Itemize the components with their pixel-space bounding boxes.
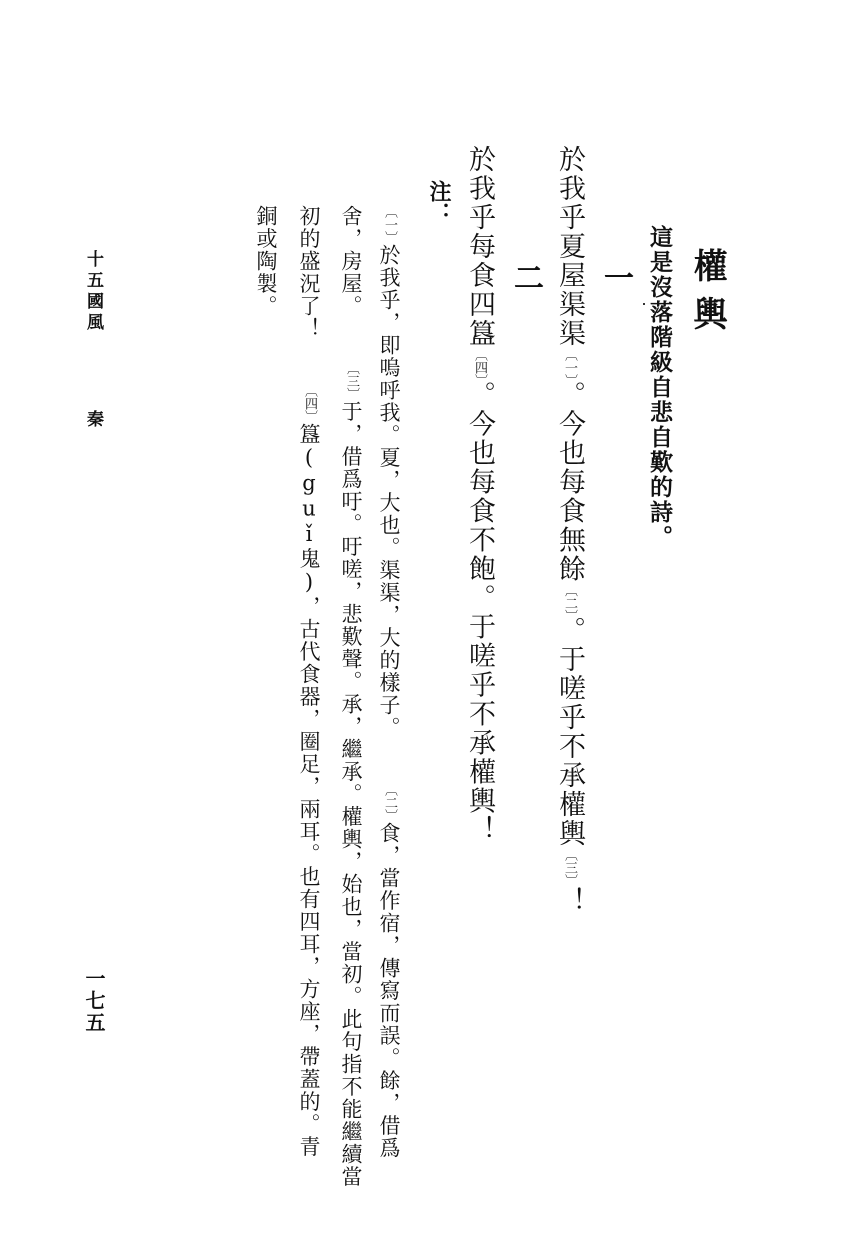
note-4-ref: 〔四〕: [302, 384, 317, 423]
note-3-text: 于，借爲吁。吁嗟，悲歎聲。承，繼承。權輿，始也，當初。此句指不能繼續當: [339, 400, 363, 1188]
stanza-2-line-a: 於我乎每食四簋: [464, 145, 495, 348]
stanza-1-end: ！: [554, 887, 585, 916]
note-2-continuation: 舍，房屋。: [339, 205, 363, 318]
footnote-ref-1: 〔一〕: [562, 348, 577, 381]
note-column-4: [255, 205, 276, 318]
stanza-number-1: 一: [598, 262, 633, 292]
note-1-text: 於我乎，即嗚呼我。夏，大也。渠渠，大的樣子。: [377, 244, 401, 739]
note-column-3: [298, 205, 319, 1158]
poem-subtitle: 這是沒落階級自悲自歎的詩。: [646, 225, 673, 550]
note-4-text: 簋(guǐ鬼)，古代食器，圈足，兩耳。也有四耳，方座，帶蓋的。青: [297, 423, 321, 1158]
note-2-ref: 〔二〕: [382, 783, 397, 822]
note-column-2: [340, 205, 361, 1188]
page-number: 一七五: [82, 968, 106, 1034]
note-3-continuation: 初的盛況了！: [297, 205, 321, 340]
stanza-1-text: [556, 145, 583, 916]
stanza-number-2: 二: [508, 262, 543, 292]
stanza-2-line-b: 。今也每食不飽。于嗟乎不承權輿！: [464, 380, 495, 845]
notes-label: 注：: [426, 180, 452, 224]
footnote-ref-3: 〔三〕: [562, 848, 577, 887]
note-1-ref: 〔一〕: [382, 205, 397, 244]
footnote-ref-2: 〔二〕: [562, 583, 577, 616]
running-head-book: 十五國風: [83, 250, 103, 334]
note-column-1: [378, 205, 399, 1160]
stanza-1-line-c: 。于嗟乎不承權輿: [554, 616, 585, 848]
stanza-1-line-a: 於我乎夏屋渠渠: [554, 145, 585, 348]
stanza-1-line-b: 。今也每食無餘: [554, 380, 585, 584]
footnote-ref-4: 〔四〕: [472, 348, 487, 381]
note-2-text: 食，當作宿，傳寫而誤。餘，借爲: [377, 822, 401, 1160]
note-3-ref: 〔三〕: [344, 361, 359, 401]
stanza-2-text: [466, 145, 493, 845]
note-4-continuation: 銅或陶製。: [254, 205, 278, 318]
poem-title: 權輿: [687, 248, 727, 344]
running-head-section: 秦: [83, 410, 103, 431]
stray-dot: [643, 303, 645, 305]
